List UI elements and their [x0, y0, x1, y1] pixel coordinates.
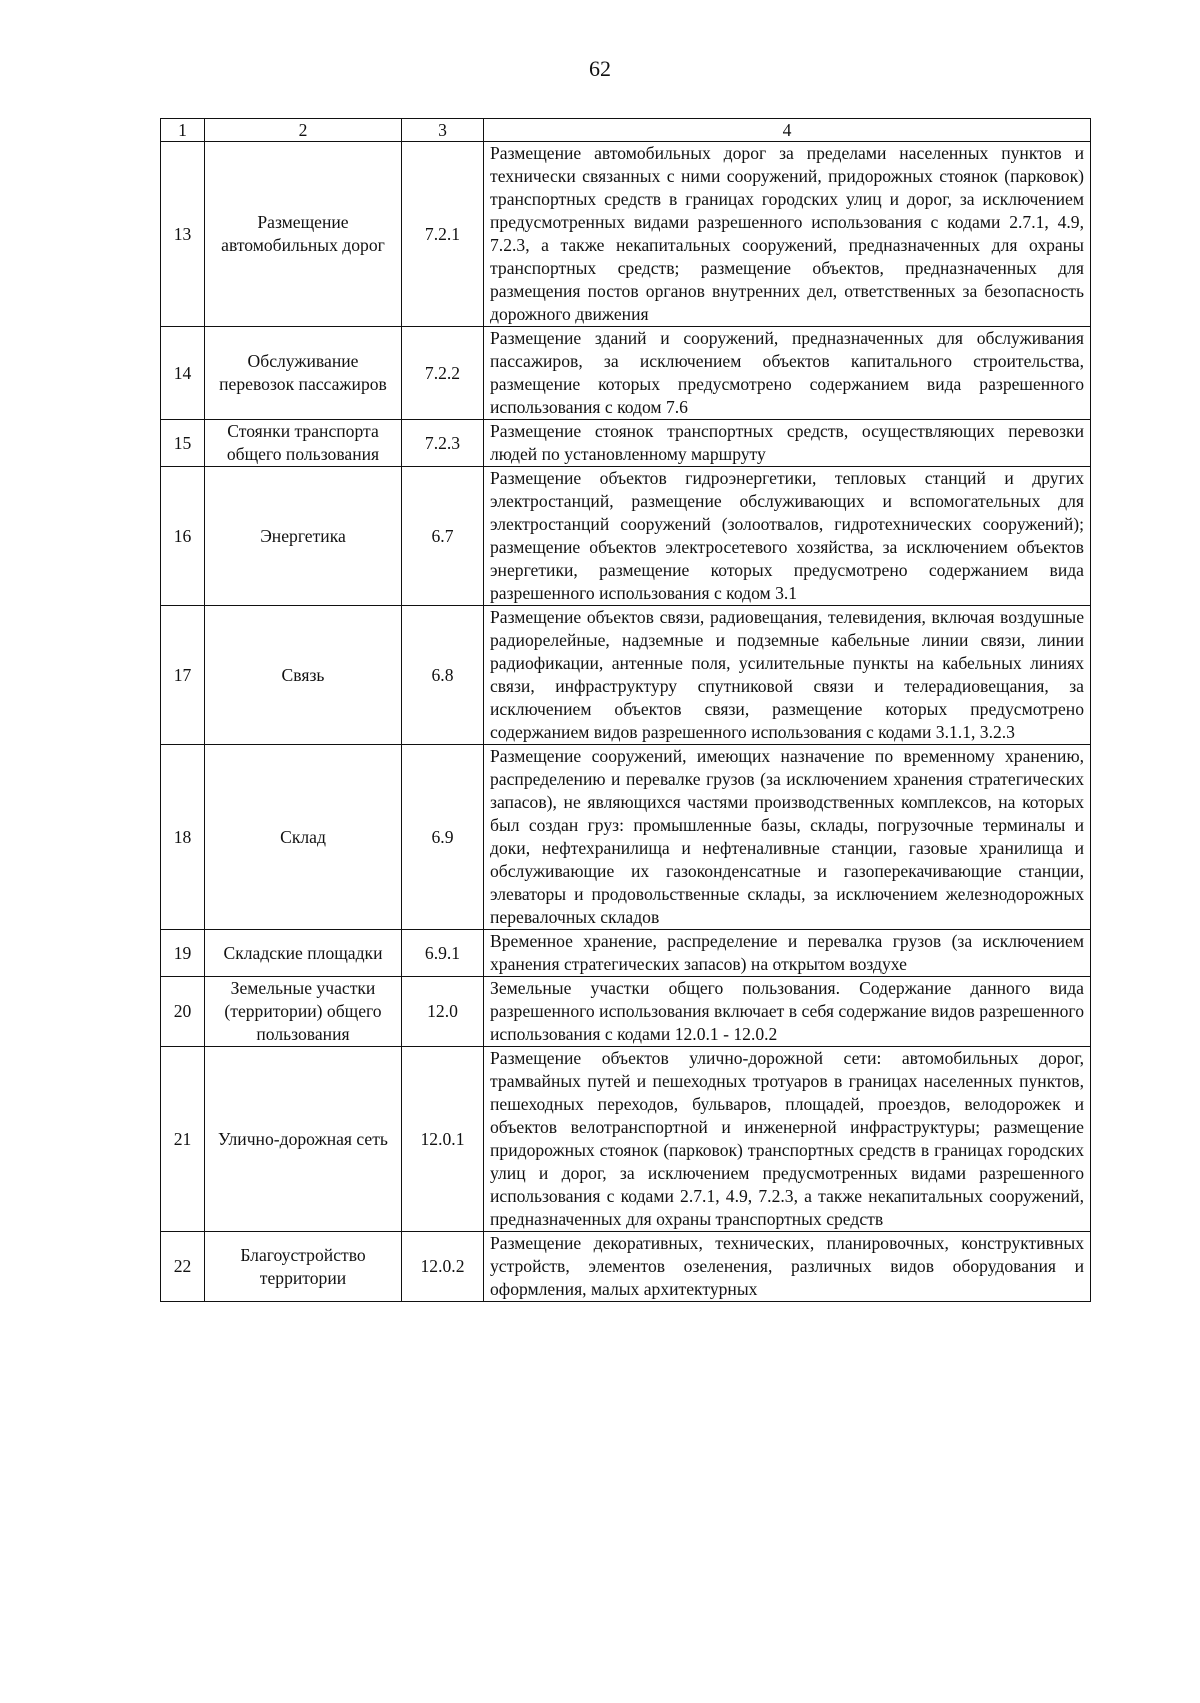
land-use-name: Улично-дорожная сеть	[205, 1047, 402, 1232]
land-use-description: Размещение объектов гидроэнергетики, тепловых станций и других электростанций, размещение обслуживающих и вспомогательных для электростанций сооружений (золоотвалов, гидротехнических сооружений); размещение объектов электросетевого хозяйства, за исключением объектов энергетики, размещение которых предусмотрено содержанием вида разрешенного использования с кодом 3.1	[484, 467, 1091, 606]
land-use-code: 12.0.1	[402, 1047, 484, 1232]
land-use-name: Благоустройство территории	[205, 1232, 402, 1302]
column-header-4: 4	[484, 119, 1091, 142]
land-use-name: Стоянки транспорта общего пользования	[205, 420, 402, 467]
land-use-name: Обслуживание перевозок пассажиров	[205, 327, 402, 420]
row-number: 15	[161, 420, 205, 467]
table-row	[161, 327, 1091, 420]
land-use-description: Земельные участки общего пользования. Содержание данного вида разрешенного использования включает в себя содержание видов разрешенного использования с кодами 12.0.1 - 12.0.2	[484, 977, 1091, 1047]
land-use-description: Размещение сооружений, имеющих назначение по временному хранению, распределению и перевалке грузов (за исключением хранения стратегических запасов), не являющихся частями производственных комплексов, на которых был создан груз: промышленные базы, склады, погрузочные терминалы и доки, нефтехранилища и нефтеналивные станции, газовые хранилища и обслуживающие их газоконденсатные и газоперекачивающие станции, элеваторы и продовольственные склады, за исключением железнодорожных перевалочных складов	[484, 745, 1091, 930]
row-number: 13	[161, 142, 205, 327]
row-number: 17	[161, 606, 205, 745]
table-row	[161, 977, 1091, 1047]
land-use-table	[160, 118, 1091, 1302]
land-use-code: 7.2.3	[402, 420, 484, 467]
land-use-code: 7.2.2	[402, 327, 484, 420]
table-row	[161, 1047, 1091, 1232]
land-use-code: 7.2.1	[402, 142, 484, 327]
land-use-code: 6.7	[402, 467, 484, 606]
land-use-description: Размещение зданий и сооружений, предназначенных для обслуживания пассажиров, за исключением объектов капитального строительства, размещение которых предусмотрено содержанием вида разрешенного использования с кодом 7.6	[484, 327, 1091, 420]
column-header-1: 1	[161, 119, 205, 142]
land-use-description: Временное хранение, распределение и перевалка грузов (за исключением хранения стратегических запасов) на открытом воздухе	[484, 930, 1091, 977]
land-use-name: Размещение автомобильных дорог	[205, 142, 402, 327]
land-use-code: 6.8	[402, 606, 484, 745]
row-number: 14	[161, 327, 205, 420]
land-use-code: 6.9.1	[402, 930, 484, 977]
land-use-name: Складские площадки	[205, 930, 402, 977]
row-number: 18	[161, 745, 205, 930]
table-row	[161, 467, 1091, 606]
table-header-row	[161, 119, 1091, 142]
row-number: 16	[161, 467, 205, 606]
row-number: 22	[161, 1232, 205, 1302]
page-number: 62	[589, 56, 611, 81]
land-use-description: Размещение объектов связи, радиовещания, телевидения, включая воздушные радиорелейные, надземные и подземные кабельные линии связи, линии радиофикации, антенные поля, усилительные пункты на кабельных линиях связи, инфраструктуру спутниковой связи и телерадиовещания, за исключением объектов связи, размещение которых предусмотрено содержанием видов разрешенного использования с кодами 3.1.1, 3.2.3	[484, 606, 1091, 745]
land-use-description: Размещение автомобильных дорог за пределами населенных пунктов и технически связанных с ними сооружений, придорожных стоянок (парковок) транспортных средств в границах городских улиц и дорог, за исключением предусмотренных видами разрешенного использования с кодами 2.7.1, 4.9, 7.2.3, а также некапитальных сооружений, предназначенных для охраны транспортных средств; размещение объектов, предназначенных для размещения постов органов внутренних дел, ответственных за безопасность дорожного движения	[484, 142, 1091, 327]
land-use-name: Связь	[205, 606, 402, 745]
table-row	[161, 1232, 1091, 1302]
land-use-name: Земельные участки (территории) общего пользования	[205, 977, 402, 1047]
row-number: 19	[161, 930, 205, 977]
row-number: 21	[161, 1047, 205, 1232]
land-use-description: Размещение декоративных, технических, планировочных, конструктивных устройств, элементов озеленения, различных видов оборудования и оформления, малых архитектурных	[484, 1232, 1091, 1302]
table-row	[161, 606, 1091, 745]
table-row	[161, 745, 1091, 930]
land-use-code: 12.0	[402, 977, 484, 1047]
table-row	[161, 420, 1091, 467]
table-row	[161, 142, 1091, 327]
land-use-name: Энергетика	[205, 467, 402, 606]
table-row	[161, 930, 1091, 977]
column-header-3: 3	[402, 119, 484, 142]
land-use-description: Размещение объектов улично-дорожной сети: автомобильных дорог, трамвайных путей и пешеходных тротуаров в границах населенных пунктов, пешеходных переходов, бульваров, площадей, проездов, велодорожек и объектов велотранспортной и инженерной инфраструктуры; размещение придорожных стоянок (парковок) транспортных средств в границах городских улиц и дорог, за исключением предусмотренных видами разрешенного использования с кодами 2.7.1, 4.9, 7.2.3, а также некапитальных сооружений, предназначенных для охраны транспортных средств	[484, 1047, 1091, 1232]
land-use-description: Размещение стоянок транспортных средств, осуществляющих перевозки людей по установленному маршруту	[484, 420, 1091, 467]
column-header-2: 2	[205, 119, 402, 142]
land-use-code: 12.0.2	[402, 1232, 484, 1302]
land-use-name: Склад	[205, 745, 402, 930]
land-use-code: 6.9	[402, 745, 484, 930]
row-number: 20	[161, 977, 205, 1047]
